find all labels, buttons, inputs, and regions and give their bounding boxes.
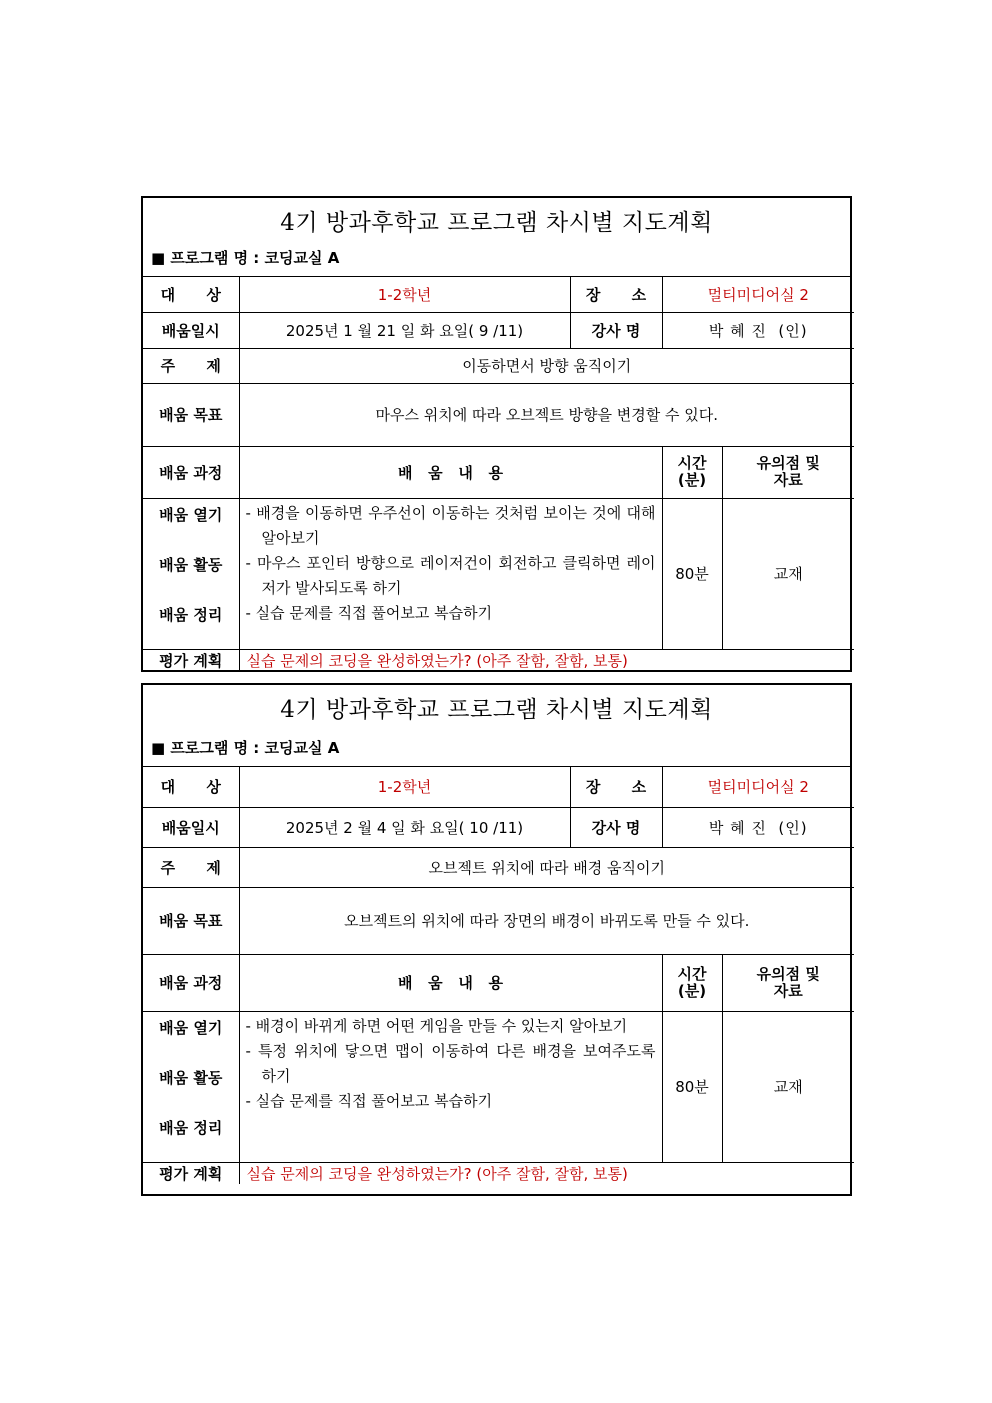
content-item: - 마우스 포인터 방향으로 레이저건이 회전하고 클릭하면 레이저가 발사되도록 하기 xyxy=(245,553,656,597)
plan-table xyxy=(143,277,854,671)
material-value: 교재 xyxy=(722,498,854,649)
lesson-plan-1 xyxy=(141,196,852,672)
date-label: 배움일시 xyxy=(143,312,239,348)
goal-label: 배움 목표 xyxy=(143,383,239,446)
content-header: 배 움 내 용 xyxy=(239,954,662,1011)
note-header: 유의점 및 자료 xyxy=(722,954,854,1011)
eval-label: 평가 계획 xyxy=(143,649,239,671)
step-wrapup: 배움 정리 xyxy=(159,1118,223,1137)
teacher-value: 박 혜 진 (인) xyxy=(662,807,854,847)
eval-label: 평가 계획 xyxy=(143,1162,239,1184)
teacher-value: 박 혜 진 (인) xyxy=(662,312,854,348)
content-list xyxy=(239,498,662,649)
eval-value: 실습 문제의 코딩을 완성하였는가? (아주 잘함, 잘함, 보통) xyxy=(239,1162,854,1184)
topic-value: 오브젝트 위치에 따라 배경 움직이기 xyxy=(239,847,854,887)
process-steps xyxy=(143,498,239,649)
step-open: 배움 열기 xyxy=(159,1018,223,1037)
topic-label: 주 제 xyxy=(143,847,239,887)
process-label: 배움 과정 xyxy=(143,446,239,498)
content-header: 배 움 내 용 xyxy=(239,446,662,498)
plan-title: 4기 방과후학교 프로그램 차시별 지도계획 xyxy=(280,697,713,723)
step-open: 배움 열기 xyxy=(159,505,223,524)
time-value: 80분 xyxy=(662,1011,722,1162)
plan-table xyxy=(143,767,854,1184)
material-value: 교재 xyxy=(722,1011,854,1162)
step-activity: 배움 활동 xyxy=(159,1068,223,1087)
target-value: 1-2학년 xyxy=(239,277,570,312)
time-header: 시간 (분) xyxy=(662,954,722,1011)
plan-header xyxy=(143,198,850,277)
plan-header xyxy=(143,685,850,767)
step-wrapup: 배움 정리 xyxy=(159,605,223,624)
date-value: 2025년 1 월 21 일 화 요일( 9 /11) xyxy=(239,312,570,348)
content-item: - 배경이 바뀌게 하면 어떤 게임을 만들 수 있는지 알아보기 xyxy=(245,1016,628,1035)
teacher-label: 강사 명 xyxy=(570,807,662,847)
note-header: 유의점 및 자료 xyxy=(722,446,854,498)
step-activity: 배움 활동 xyxy=(159,555,223,574)
target-label: 대 상 xyxy=(143,767,239,807)
process-steps xyxy=(143,1011,239,1162)
program-name: ■ 프로그램 명 : 코딩교실 A xyxy=(151,249,340,267)
eval-value: 실습 문제의 코딩을 완성하였는가? (아주 잘함, 잘함, 보통) xyxy=(239,649,854,671)
time-value: 80분 xyxy=(662,498,722,649)
target-value: 1-2학년 xyxy=(239,767,570,807)
lesson-plan-2 xyxy=(141,683,852,1196)
content-list xyxy=(239,1011,662,1162)
content-item: - 특정 위치에 닿으면 맵이 이동하여 다른 배경을 보여주도록 하기 xyxy=(245,1041,656,1085)
program-name: ■ 프로그램 명 : 코딩교실 A xyxy=(151,739,340,757)
goal-value: 마우스 위치에 따라 오브젝트 방향을 변경할 수 있다. xyxy=(239,383,854,446)
place-label: 장 소 xyxy=(570,277,662,312)
content-item: - 실습 문제를 직접 풀어보고 복습하기 xyxy=(245,1091,493,1110)
target-label: 대 상 xyxy=(143,277,239,312)
plan-title: 4기 방과후학교 프로그램 차시별 지도계획 xyxy=(280,210,713,236)
topic-value: 이동하면서 방향 움직이기 xyxy=(239,348,854,383)
place-label: 장 소 xyxy=(570,767,662,807)
content-item: - 배경을 이동하면 우주선이 이동하는 것처럼 보이는 것에 대해 알아보기 xyxy=(245,503,656,547)
place-value: 멀티미디어실 2 xyxy=(662,277,854,312)
time-header: 시간 (분) xyxy=(662,446,722,498)
place-value: 멀티미디어실 2 xyxy=(662,767,854,807)
content-item: - 실습 문제를 직접 풀어보고 복습하기 xyxy=(245,603,493,622)
process-label: 배움 과정 xyxy=(143,954,239,1011)
date-label: 배움일시 xyxy=(143,807,239,847)
date-value: 2025년 2 월 4 일 화 요일( 10 /11) xyxy=(239,807,570,847)
topic-label: 주 제 xyxy=(143,348,239,383)
teacher-label: 강사 명 xyxy=(570,312,662,348)
goal-label: 배움 목표 xyxy=(143,887,239,954)
goal-value: 오브젝트의 위치에 따라 장면의 배경이 바뀌도록 만들 수 있다. xyxy=(239,887,854,954)
